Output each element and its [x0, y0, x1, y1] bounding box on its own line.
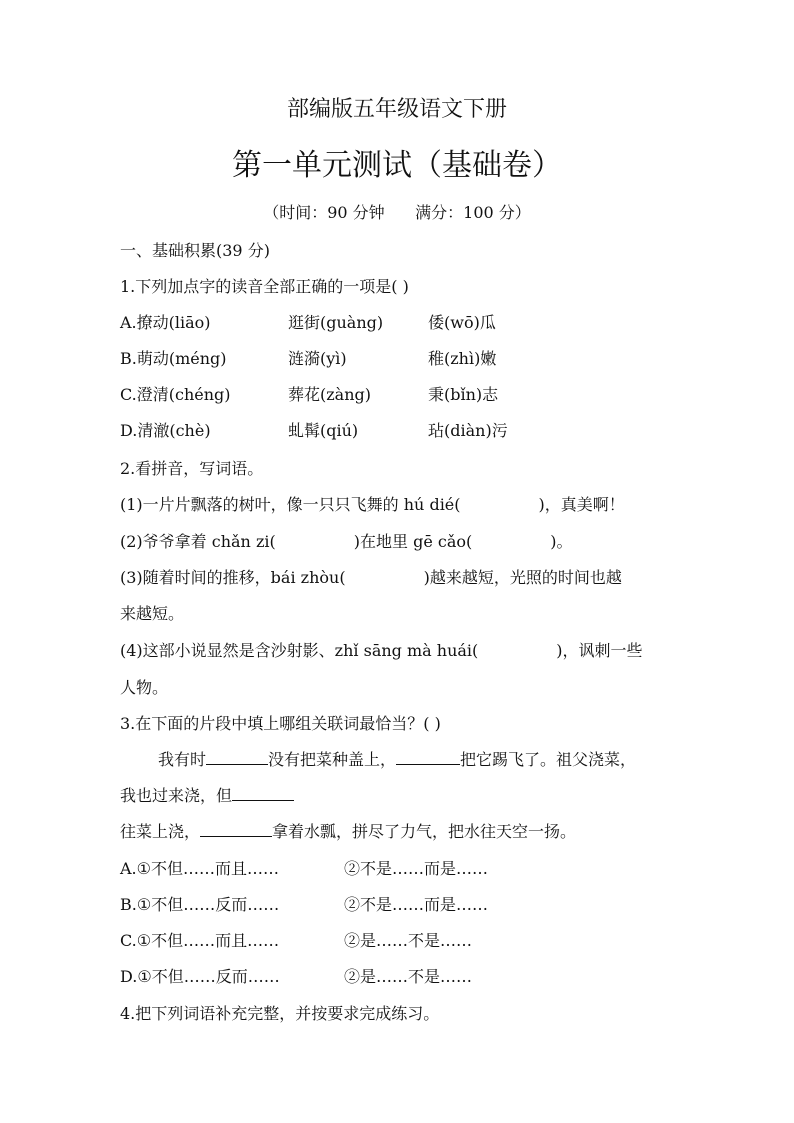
- q3-option-c-2: ②是……不是……: [344, 931, 473, 950]
- q3-option-d-2: ②是……不是……: [344, 967, 473, 986]
- q2-item-2-mid: )在地里 gē cǎo(: [353, 532, 473, 551]
- q2-item-4: [120, 638, 643, 661]
- q3-option-a-1: A.①不但……而且……: [120, 859, 279, 878]
- fill-blank-1b[interactable]: [396, 750, 460, 765]
- q1-option-d-1: D.清澈(chè): [120, 421, 211, 440]
- fill-blank-2b[interactable]: [200, 822, 272, 837]
- q3-passage-line-1: [158, 747, 636, 770]
- q2-item-3-cont: 来越短。: [120, 604, 185, 623]
- time-info: （时间：90 分钟 满分：100 分）: [263, 203, 531, 222]
- exam-subtitle: 部编版五年级语文下册: [286, 97, 507, 122]
- q2-item-2-tail: )。: [550, 532, 573, 551]
- q3-passage-s4: 我也过来浇，但: [120, 786, 233, 805]
- fill-blank-2[interactable]: [232, 786, 294, 801]
- q3-option-b-2: ②不是……而是……: [344, 895, 489, 914]
- q1-option-b-1: B.萌动(méng): [120, 349, 227, 368]
- q2-item-3: [120, 565, 622, 588]
- q1-option-c-2: 葬花(zàng): [288, 385, 372, 404]
- q2-item-2: [120, 529, 573, 552]
- q1-option-b-3: 稚(zhì)嫩: [428, 349, 497, 368]
- q3-passage-s3: 把它踢飞了。祖父浇菜，: [460, 750, 637, 769]
- q1-option-a-2: 逛街(guàng): [288, 313, 384, 332]
- question-4-stem: 4.把下列词语补充完整，并按要求完成练习。: [120, 1004, 440, 1023]
- q2-item-1-text: (1)一片片飘落的树叶，像一只只飞舞的 hú dié(: [120, 495, 461, 514]
- q1-option-a-3: 倭(wō)瓜: [428, 313, 496, 332]
- exam-title: 第一单元测试（基础卷）: [232, 148, 562, 183]
- fill-blank-1[interactable]: [206, 750, 268, 765]
- q3-passage-s2: 没有把菜种盖上，: [268, 750, 397, 769]
- q3-passage-s1: 我有时: [158, 750, 207, 769]
- q2-item-4-tail: )，讽刺一些: [556, 641, 643, 660]
- q3-option-b-1: B.①不但……反而……: [120, 895, 280, 914]
- q3-passage-s6: 拿着水瓢，拼尽了力气，把水往天空一扬。: [272, 822, 577, 841]
- q1-option-d-2: 虬髯(qiú): [288, 421, 359, 440]
- section-heading: 一、基础积累(39 分): [120, 241, 270, 260]
- q2-item-3-tail: )越来越短，光照的时间也越: [423, 568, 622, 587]
- question-2-stem: 2.看拼音，写词语。: [120, 459, 264, 478]
- q3-passage-s5: 往菜上浇，: [120, 822, 201, 841]
- q1-option-d-3: 玷(diàn)污: [428, 421, 508, 440]
- q3-option-c-1: C.①不但……而且……: [120, 931, 280, 950]
- q2-item-1: [120, 492, 625, 515]
- q3-passage-line-2: [120, 783, 294, 806]
- question-1-stem: 1.下列加点字的读音全部正确的一项是( ): [120, 277, 409, 296]
- q2-item-1-tail: )，真美啊！: [538, 495, 625, 514]
- q2-item-2-text: (2)爷爷拿着 chǎn zi(: [120, 532, 276, 551]
- question-3-stem: 3.在下面的片段中填上哪组关联词最恰当？( ): [120, 714, 441, 733]
- q1-option-b-2: 涟漪(yì): [288, 349, 347, 368]
- q2-item-4-cont: 人物。: [120, 678, 169, 697]
- q1-option-c-3: 秉(bǐn)志: [428, 385, 499, 404]
- q2-item-3-text: (3)随着时间的推移，bái zhòu(: [120, 568, 346, 587]
- q3-passage-line-3: [120, 819, 576, 842]
- q2-item-4-text: (4)这部小说显然是含沙射影、zhǐ sāng mà huái(: [120, 641, 479, 660]
- q1-option-c-1: C.澄清(chéng): [120, 385, 231, 404]
- q3-option-a-2: ②不是……而是……: [344, 859, 489, 878]
- q3-option-d-1: D.①不但……反而……: [120, 967, 280, 986]
- q1-option-a-1: A.撩动(liāo): [120, 313, 211, 332]
